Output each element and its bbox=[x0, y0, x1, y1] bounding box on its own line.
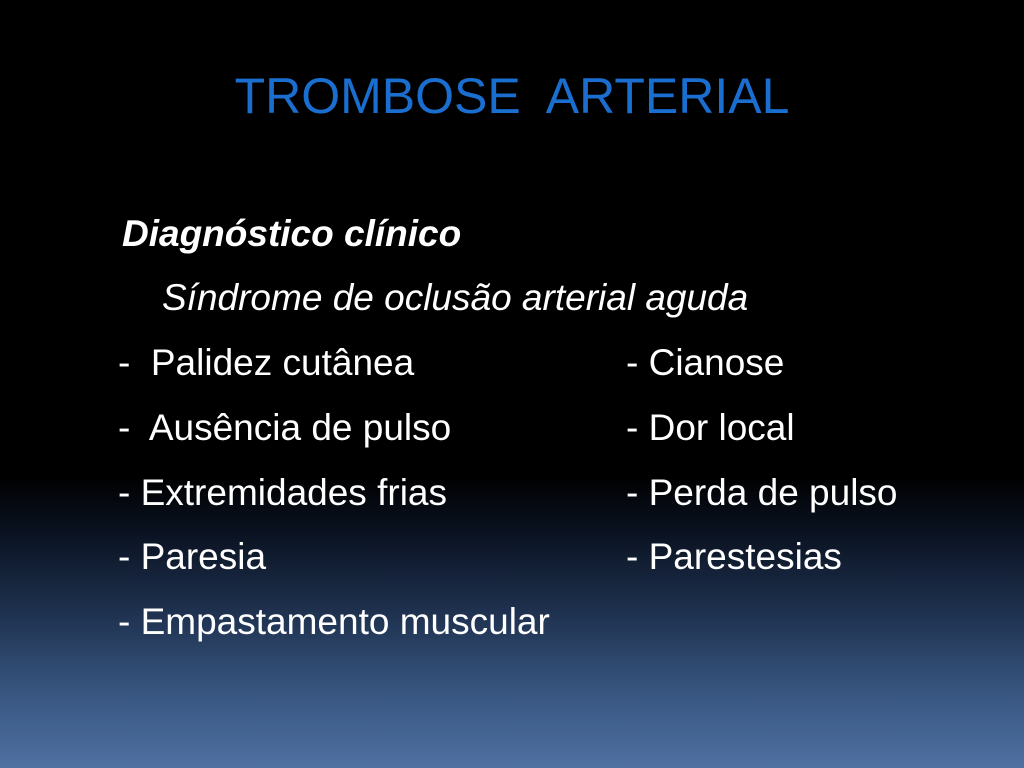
symptom-right-3: - Perda de pulso bbox=[626, 472, 898, 513]
symptom-right-4: - Parestesias bbox=[626, 536, 842, 577]
symptom-left-3: - Extremidades frias bbox=[118, 472, 447, 513]
symptom-left-1: - Palidez cutânea bbox=[118, 342, 415, 383]
symptom-right-1: - Cianose bbox=[626, 342, 785, 383]
slide-title: TROMBOSE ARTERIAL bbox=[234, 68, 790, 124]
section-subheading: Síndrome de oclusão arterial aguda bbox=[162, 277, 749, 318]
symptom-left-5: - Empastamento muscular bbox=[118, 601, 550, 642]
symptom-left-2: - Ausência de pulso bbox=[118, 407, 452, 448]
symptom-right-2: - Dor local bbox=[626, 407, 795, 448]
symptom-left-4: - Paresia bbox=[118, 536, 267, 577]
section-heading: Diagnóstico clínico bbox=[122, 213, 462, 254]
